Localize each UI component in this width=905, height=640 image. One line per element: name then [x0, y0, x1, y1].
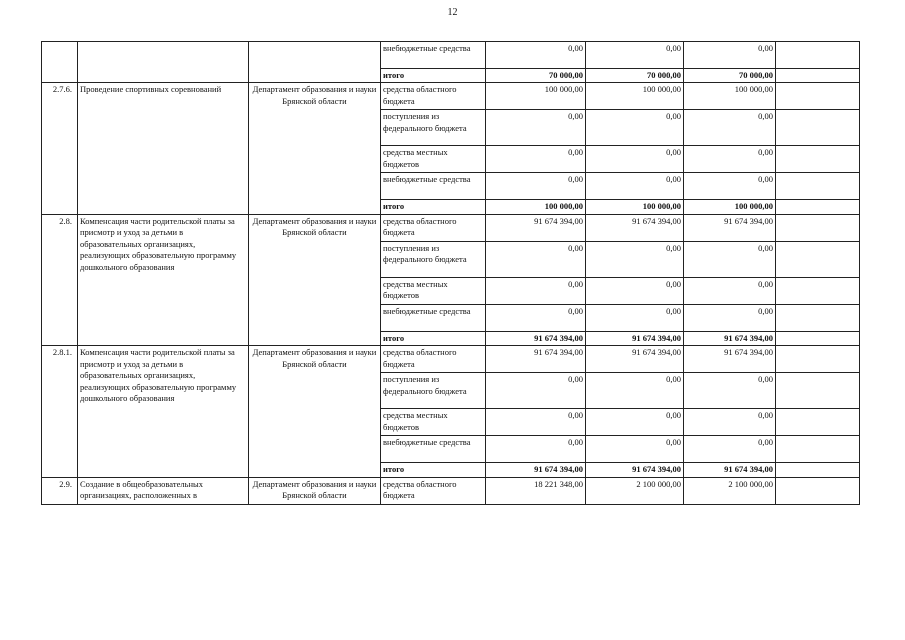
amount-year-2: 0,00: [586, 436, 684, 463]
empty-cell: [776, 214, 860, 241]
table-row: [42, 346, 860, 373]
funding-source: итого: [381, 200, 486, 214]
item-name: Создание в общеобразовательных организациях, расположенных в: [78, 477, 249, 504]
amount-year-2: 0,00: [586, 277, 684, 304]
item-name: Компенсация части родительской платы за присмотр и уход за детьми в образовательных организациях, реализующих образовательную программу дошкольного образования: [78, 214, 249, 345]
funding-source: средства областного бюджета: [381, 477, 486, 504]
amount-year-2: 0,00: [586, 110, 684, 146]
amount-year-2: 0,00: [586, 173, 684, 200]
table-row: [42, 477, 860, 504]
amount-year-3: 0,00: [684, 173, 776, 200]
amount-year-1: 0,00: [486, 277, 586, 304]
empty-cell: [776, 436, 860, 463]
amount-year-1: 91 674 394,00: [486, 346, 586, 373]
amount-year-2: 91 674 394,00: [586, 331, 684, 345]
amount-year-3: 91 674 394,00: [684, 463, 776, 477]
amount-year-1: 0,00: [486, 409, 586, 436]
funding-source: средства местных бюджетов: [381, 146, 486, 173]
budget-table: [41, 41, 860, 505]
empty-cell: [776, 346, 860, 373]
funding-source: поступления из федерального бюджета: [381, 241, 486, 277]
amount-year-1: 100 000,00: [486, 200, 586, 214]
funding-source: внебюджетные средства: [381, 173, 486, 200]
amount-year-1: 0,00: [486, 173, 586, 200]
amount-year-3: 0,00: [684, 146, 776, 173]
amount-year-1: 70 000,00: [486, 69, 586, 83]
funding-source: итого: [381, 69, 486, 83]
table-row: [42, 42, 860, 69]
table-row: [42, 83, 860, 110]
amount-year-3: 0,00: [684, 304, 776, 331]
item-name: Компенсация части родительской платы за присмотр и уход за детьми в образовательных организациях, реализующих образовательную программу дошкольного образования: [78, 346, 249, 477]
item-executor: Департамент образования и науки Брянской области: [249, 214, 381, 345]
amount-year-1: 100 000,00: [486, 83, 586, 110]
empty-cell: [776, 83, 860, 110]
empty-cell: [776, 200, 860, 214]
amount-year-3: 0,00: [684, 409, 776, 436]
empty-cell: [776, 409, 860, 436]
amount-year-1: 0,00: [486, 110, 586, 146]
amount-year-2: 91 674 394,00: [586, 214, 684, 241]
amount-year-1: 0,00: [486, 146, 586, 173]
item-code: 2.8.1.: [42, 346, 78, 477]
funding-source: средства областного бюджета: [381, 83, 486, 110]
funding-source: средства областного бюджета: [381, 346, 486, 373]
item-code: 2.7.6.: [42, 83, 78, 214]
amount-year-2: 70 000,00: [586, 69, 684, 83]
empty-cell: [776, 69, 860, 83]
amount-year-3: 0,00: [684, 373, 776, 409]
amount-year-3: 70 000,00: [684, 69, 776, 83]
item-code: [42, 42, 78, 83]
funding-source: средства областного бюджета: [381, 214, 486, 241]
amount-year-2: 100 000,00: [586, 200, 684, 214]
funding-source: поступления из федерального бюджета: [381, 373, 486, 409]
item-executor: Департамент образования и науки Брянской области: [249, 83, 381, 214]
amount-year-3: 0,00: [684, 241, 776, 277]
funding-source: внебюджетные средства: [381, 42, 486, 69]
item-executor: Департамент образования и науки Брянской области: [249, 346, 381, 477]
empty-cell: [776, 463, 860, 477]
funding-source: итого: [381, 331, 486, 345]
empty-cell: [776, 277, 860, 304]
amount-year-1: 0,00: [486, 42, 586, 69]
amount-year-1: 0,00: [486, 304, 586, 331]
item-name: Проведение спортивных соревнований: [78, 83, 249, 214]
amount-year-3: 0,00: [684, 436, 776, 463]
item-code: 2.8.: [42, 214, 78, 345]
item-executor: [249, 42, 381, 83]
empty-cell: [776, 173, 860, 200]
amount-year-3: 91 674 394,00: [684, 214, 776, 241]
empty-cell: [776, 477, 860, 504]
amount-year-1: 0,00: [486, 436, 586, 463]
amount-year-1: 91 674 394,00: [486, 214, 586, 241]
item-executor: Департамент образования и науки Брянской области: [249, 477, 381, 504]
amount-year-2: 91 674 394,00: [586, 463, 684, 477]
empty-cell: [776, 42, 860, 69]
empty-cell: [776, 331, 860, 345]
empty-cell: [776, 110, 860, 146]
amount-year-3: 100 000,00: [684, 200, 776, 214]
empty-cell: [776, 241, 860, 277]
funding-source: внебюджетные средства: [381, 304, 486, 331]
amount-year-3: 100 000,00: [684, 83, 776, 110]
amount-year-3: 0,00: [684, 277, 776, 304]
amount-year-2: 0,00: [586, 409, 684, 436]
amount-year-1: 91 674 394,00: [486, 331, 586, 345]
funding-source: средства местных бюджетов: [381, 409, 486, 436]
amount-year-2: 0,00: [586, 241, 684, 277]
item-name: [78, 42, 249, 83]
empty-cell: [776, 373, 860, 409]
empty-cell: [776, 146, 860, 173]
amount-year-2: 100 000,00: [586, 83, 684, 110]
amount-year-2: 0,00: [586, 146, 684, 173]
funding-source: средства местных бюджетов: [381, 277, 486, 304]
amount-year-3: 2 100 000,00: [684, 477, 776, 504]
table-row: [42, 214, 860, 241]
amount-year-1: 91 674 394,00: [486, 463, 586, 477]
amount-year-2: 0,00: [586, 304, 684, 331]
page-number: 12: [447, 7, 458, 18]
funding-source: поступления из федерального бюджета: [381, 110, 486, 146]
amount-year-3: 91 674 394,00: [684, 346, 776, 373]
amount-year-1: 0,00: [486, 373, 586, 409]
amount-year-2: 0,00: [586, 373, 684, 409]
amount-year-3: 0,00: [684, 110, 776, 146]
amount-year-2: 0,00: [586, 42, 684, 69]
amount-year-3: 0,00: [684, 42, 776, 69]
empty-cell: [776, 304, 860, 331]
amount-year-1: 18 221 348,00: [486, 477, 586, 504]
amount-year-3: 91 674 394,00: [684, 331, 776, 345]
amount-year-2: 2 100 000,00: [586, 477, 684, 504]
amount-year-2: 91 674 394,00: [586, 346, 684, 373]
amount-year-1: 0,00: [486, 241, 586, 277]
funding-source: внебюджетные средства: [381, 436, 486, 463]
item-code: 2.9.: [42, 477, 78, 504]
funding-source: итого: [381, 463, 486, 477]
